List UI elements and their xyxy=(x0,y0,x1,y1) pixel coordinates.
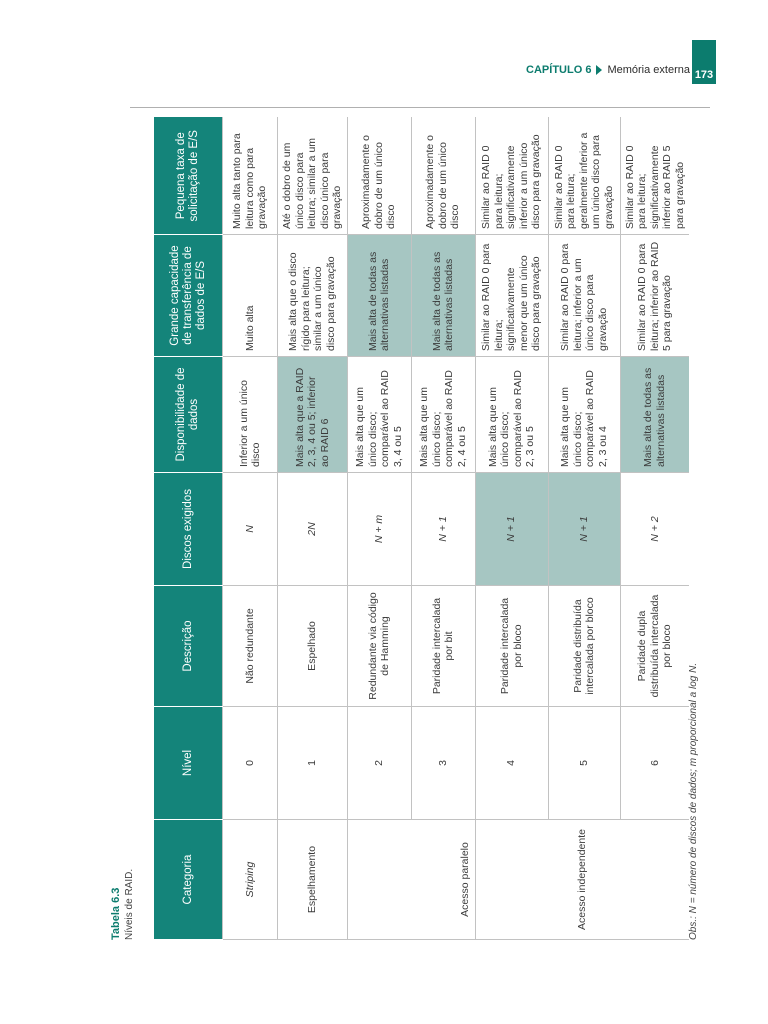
column-header: Categoria xyxy=(154,820,223,940)
availability-cell: Mais alta que um único disco; comparável ao RAID 3, 4 ou 5 xyxy=(347,357,411,473)
disks-cell xyxy=(347,473,411,586)
availability-cell: Mais alta que a RAID 2, 3, 4 ou 5; inferior ao RAID 6 xyxy=(278,357,348,473)
footnote-text: proporcional a log xyxy=(688,672,699,758)
table-row xyxy=(223,118,278,940)
transfer-cell: Mais alta de todas as alternativas listadas xyxy=(411,235,475,357)
level-cell: 0 xyxy=(223,707,278,820)
availability-cell: Mais alta de todas as alternativas listadas xyxy=(620,357,689,473)
disks-value: N + m xyxy=(372,514,385,544)
disks-cell xyxy=(475,473,548,586)
category-cell: Espelhamento xyxy=(278,820,348,940)
column-header: Descrição xyxy=(154,586,223,707)
transfer-cell: Similar ao RAID 0 para leitura; significativamente menor que um único disco para gravação xyxy=(475,235,548,357)
disks-value: 2N xyxy=(306,522,318,536)
running-header xyxy=(526,64,690,76)
category-cell: Acesso independente xyxy=(475,820,689,940)
disks-value: N + 1 xyxy=(577,516,590,542)
table-caption-subtitle: Níveis de RAID. xyxy=(124,868,135,940)
request-rate-cell: Aproximadamente o dobro de um único disco xyxy=(411,118,475,235)
chevron-right-icon xyxy=(596,65,602,75)
footnote-symbol: m xyxy=(688,757,699,767)
description-cell: Paridade dupla distribuída intercalada por bloco xyxy=(620,586,689,707)
table-header-row xyxy=(154,118,223,940)
footnote-symbol: N xyxy=(688,665,699,673)
transfer-cell: Mais alta que o disco rígido para leitura; similar a um único disco para gravação xyxy=(278,235,348,357)
table-caption-title: Tabela 6.3 xyxy=(110,887,122,940)
column-header: Nível xyxy=(154,707,223,820)
raid-levels-table xyxy=(154,118,689,941)
category-cell xyxy=(223,820,278,940)
request-rate-cell: Até o dobro de um único disco para leitura; similar a um disco único para gravação xyxy=(278,118,348,235)
table-row xyxy=(620,118,689,940)
disks-cell xyxy=(620,473,689,586)
availability-cell: Mais alta que um único disco; comparável ao RAID 2, 4 ou 5 xyxy=(411,357,475,473)
request-rate-cell: Muito alta tanto para leitura como para gravação xyxy=(223,118,278,235)
request-rate-cell: Similar ao RAID 0 para leitura; significativamente inferior a um único disco para gravação xyxy=(475,118,548,235)
disks-value: N xyxy=(243,525,256,533)
level-cell: 6 xyxy=(620,707,689,820)
availability-cell: Mais alta que um único disco; comparável ao RAID 2, 3 ou 5 xyxy=(475,357,548,473)
category-label: Striping xyxy=(243,861,256,898)
column-header: Pequena taxa de solicitação de E/S xyxy=(154,118,223,235)
disks-cell xyxy=(278,473,348,586)
availability-cell: Inferior a um único disco xyxy=(223,357,278,473)
table-row xyxy=(278,118,348,940)
transfer-cell: Similar ao RAID 0 para leitura; inferior a um único disco para gravação xyxy=(548,235,620,357)
disks-value: N + 1 xyxy=(436,516,449,542)
disks-cell xyxy=(548,473,620,586)
table-caption xyxy=(110,869,136,940)
header-divider xyxy=(130,107,710,108)
chapter-title: Memória externa xyxy=(607,64,690,76)
disks-value: N + 2 xyxy=(648,516,661,542)
table-row xyxy=(347,118,411,940)
table-row xyxy=(475,118,548,940)
level-cell: 2 xyxy=(347,707,411,820)
chapter-label: CAPÍTULO 6 xyxy=(526,64,592,76)
disks-cell xyxy=(223,473,278,586)
footnote-prefix: Obs.: xyxy=(688,913,699,940)
table-row xyxy=(411,118,475,940)
transfer-cell: Similar ao RAID 0 para leitura; inferior ao RAID 5 para gravação xyxy=(620,235,689,357)
description-cell: Não redundante xyxy=(223,586,278,707)
description-cell: Paridade intercalada por bloco xyxy=(475,586,548,707)
request-rate-cell: Similar ao RAID 0 para leitura; geralmente inferior a um único disco para gravação xyxy=(548,118,620,235)
description-cell: Espelhado xyxy=(278,586,348,707)
description-cell: Paridade distribuída intercalada por bloco xyxy=(548,586,620,707)
rotated-table-block xyxy=(110,118,710,940)
level-cell: 1 xyxy=(278,707,348,820)
description-cell: Paridade intercalada por bit xyxy=(411,586,475,707)
page-number: 173 xyxy=(694,69,714,81)
footnote-symbol: N xyxy=(688,906,699,914)
disks-value: N + 1 xyxy=(505,516,518,542)
footnote-text: = número de discos de dados; xyxy=(688,766,699,907)
request-rate-cell: Similar ao RAID 0 para leitura; significativamente inferior ao RAID 5 para gravação xyxy=(620,118,689,235)
table-row xyxy=(548,118,620,940)
transfer-cell: Muito alta xyxy=(223,235,278,357)
level-cell: 5 xyxy=(548,707,620,820)
request-rate-cell: Aproximadamente o dobro de um único disco xyxy=(347,118,411,235)
description-cell: Redundante via código de Hamming xyxy=(347,586,411,707)
column-header: Disponibilidade de dados xyxy=(154,357,223,473)
level-cell: 4 xyxy=(475,707,548,820)
category-cell: Acesso paralelo xyxy=(347,820,475,940)
disks-cell xyxy=(411,473,475,586)
column-header: Discos exigidos xyxy=(154,473,223,586)
footnote-end: . xyxy=(688,662,699,666)
table-footnote xyxy=(688,663,699,940)
transfer-cell: Mais alta de todas as alternativas listadas xyxy=(347,235,411,357)
availability-cell: Mais alta que um único disco; comparável ao RAID 2, 3 ou 4 xyxy=(548,357,620,473)
page-number-badge xyxy=(692,40,716,84)
column-header: Grande capacidade de transferência de dados de E/S xyxy=(154,235,223,357)
level-cell: 3 xyxy=(411,707,475,820)
